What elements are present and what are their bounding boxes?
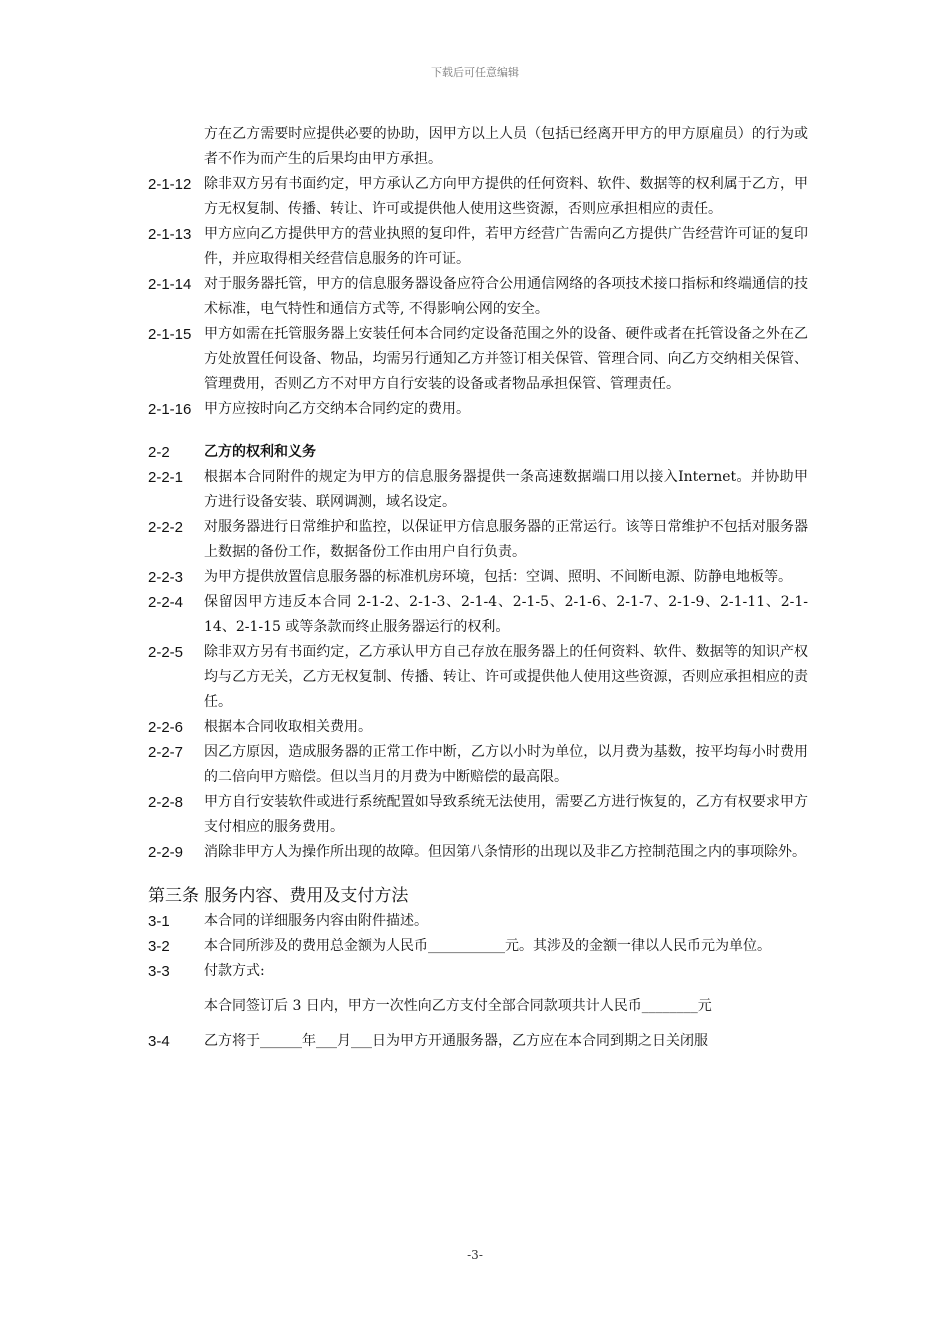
clause-text: 消除非甲方人为操作所出现的故障。但因第八条情形的出现以及非乙方控制范围之内的事项除外。: [204, 844, 806, 860]
clause-2-1-14: [148, 272, 808, 322]
clause-text: 乙方将于______年___月___日为甲方开通服务器，乙方应在本合同到期之日关闭服: [204, 1033, 708, 1049]
section-number: 2-2: [148, 444, 170, 461]
clause-number: 2-1-15: [148, 326, 192, 343]
clause-number: 2-1-13: [148, 226, 192, 243]
clause-2-1-13: [148, 222, 808, 272]
clause-3-2: [148, 934, 808, 959]
clause-2-2-2: [148, 515, 808, 565]
document-body: [148, 122, 808, 1054]
clause-text: 甲方如需在托管服务器上安装任何本合同约定设备范围之外的设备、硬件或者在托管设备之外在乙方处放置任何设备、物品，均需另行通知乙方并签订相关保管、管理合同、向乙方交纳相关保管、管理费用，否则乙方不对甲方自行安装的设备或者物品承担保管、管理责任。: [204, 326, 808, 392]
page-number: -3-: [467, 1248, 483, 1262]
clause-number: 2-1-12: [148, 176, 192, 193]
clause-text: 本合同的详细服务内容由附件描述。: [204, 913, 428, 929]
clause-2-2-6: [148, 715, 808, 740]
clause-number: 3-4: [148, 1033, 170, 1050]
clause-number: 2-2-4: [148, 594, 184, 611]
clause-text: 根据本合同附件的规定为甲方的信息服务器提供一条高速数据端口用以接入Internet。并协助甲方进行设备安装、联网调测，域名设定。: [204, 469, 808, 510]
clause-list-2-1: [148, 172, 808, 422]
clause-text: 本合同所涉及的费用总金额为人民币___________元。其涉及的金额一律以人民币元为单位。: [204, 938, 771, 954]
clause-number: 2-2-1: [148, 469, 184, 486]
clause-text: 对服务器进行日常维护和监控，以保证甲方信息服务器的正常运行。该等日常维护不包括对服务器上数据的备份工作，数据备份工作由用户自行负责。: [204, 519, 808, 560]
clause-number: 3-1: [148, 913, 170, 930]
clause-text: 保留因甲方违反本合同 2-1-2、2-1-3、2-1-4、2-1-5、2-1-6、2-1-7、2-1-9、2-1-11、2-1-14、2-1-15 或等条款而终止服务器运行的权利。: [204, 594, 808, 635]
clause-text: 对于服务器托管，甲方的信息服务器设备应符合公用通信网络的各项技术接口指标和终端通信的技术标准，电气特性和通信方式等, 不得影响公网的安全。: [204, 276, 808, 317]
section-heading-2-2: [148, 440, 808, 465]
clause-number: 2-2-2: [148, 519, 184, 536]
clause-3-4: [148, 1029, 808, 1054]
clause-2-2-9: [148, 840, 808, 865]
clause-2-2-5: [148, 640, 808, 715]
clause-text: 甲方应按时向乙方交纳本合同约定的费用。: [204, 401, 470, 417]
clause-number: 2-1-16: [148, 401, 192, 418]
clause-number: 2-2-7: [148, 744, 184, 761]
clause-text: 因乙方原因，造成服务器的正常工作中断，乙方以小时为单位，以月费为基数，按平均每小时费用的二倍向甲方赔偿。但以当月的月费为中断赔偿的最高限。: [204, 744, 808, 785]
clause-2-2-3: [148, 565, 808, 590]
section-title: 乙方的权利和义务: [204, 444, 316, 460]
clause-text: 根据本合同收取相关费用。: [204, 719, 372, 735]
clause-text: 甲方自行安装软件或进行系统配置如导致系统无法使用，需要乙方进行恢复的，乙方有权要求甲方支付相应的服务费用。: [204, 794, 808, 835]
clause-2-2-8: [148, 790, 808, 840]
clause-number: 3-2: [148, 938, 170, 955]
clause-text: 除非双方另有书面约定，乙方承认甲方自己存放在服务器上的任何资料、软件、数据等的知识产权均与乙方无关，乙方无权复制、传播、转让、许可或提供他人使用这些资源，否则应承担相应的责任。: [204, 644, 808, 710]
clause-list-3: [148, 909, 808, 984]
continuation-text: 方在乙方需要时应提供必要的协助，因甲方以上人员（包括已经离开甲方的甲方原雇员）的行为或者不作为而产生的后果均由甲方承担。: [204, 126, 808, 167]
clause-2-1-16: [148, 397, 808, 422]
clause-number: 2-2-5: [148, 644, 184, 661]
clause-number: 2-1-14: [148, 276, 192, 293]
clause-number: 2-2-3: [148, 569, 184, 586]
clause-text: 付款方式:: [204, 963, 265, 979]
payment-method-text: 本合同签订后 3 日内，甲方一次性向乙方支付全部合同款项共计人民币________元: [204, 998, 712, 1014]
clause-2-2-4: [148, 590, 808, 640]
clause-number: 3-3: [148, 963, 170, 980]
clause-text: 为甲方提供放置信息服务器的标准机房环境，包括：空调、照明、不间断电源、防静电地板等。: [204, 569, 792, 585]
clause-3-1: [148, 909, 808, 934]
clause-2-2-7: [148, 740, 808, 790]
clause-list-2-2: [148, 465, 808, 865]
clause-3-3: [148, 959, 808, 984]
section-heading-3: 第三条 服务内容、费用及支付方法: [148, 886, 409, 906]
clause-2-1-15: [148, 322, 808, 397]
clause-number: 2-2-8: [148, 794, 184, 811]
clause-number: 2-2-6: [148, 719, 184, 736]
clause-2-2-1: [148, 465, 808, 515]
page-header: 下载后可任意编辑: [431, 66, 519, 79]
clause-number: 2-2-9: [148, 844, 184, 861]
clause-text: 甲方应向乙方提供甲方的营业执照的复印件，若甲方经营广告需向乙方提供广告经营许可证的复印件，并应取得相关经营信息服务的许可证。: [204, 226, 808, 267]
clause-text: 除非双方另有书面约定，甲方承认乙方向甲方提供的任何资料、软件、数据等的权利属于乙方，甲方无权复制、传播、转让、许可或提供他人使用这些资源，否则应承担相应的责任。: [204, 176, 808, 217]
clause-2-1-12: [148, 172, 808, 222]
